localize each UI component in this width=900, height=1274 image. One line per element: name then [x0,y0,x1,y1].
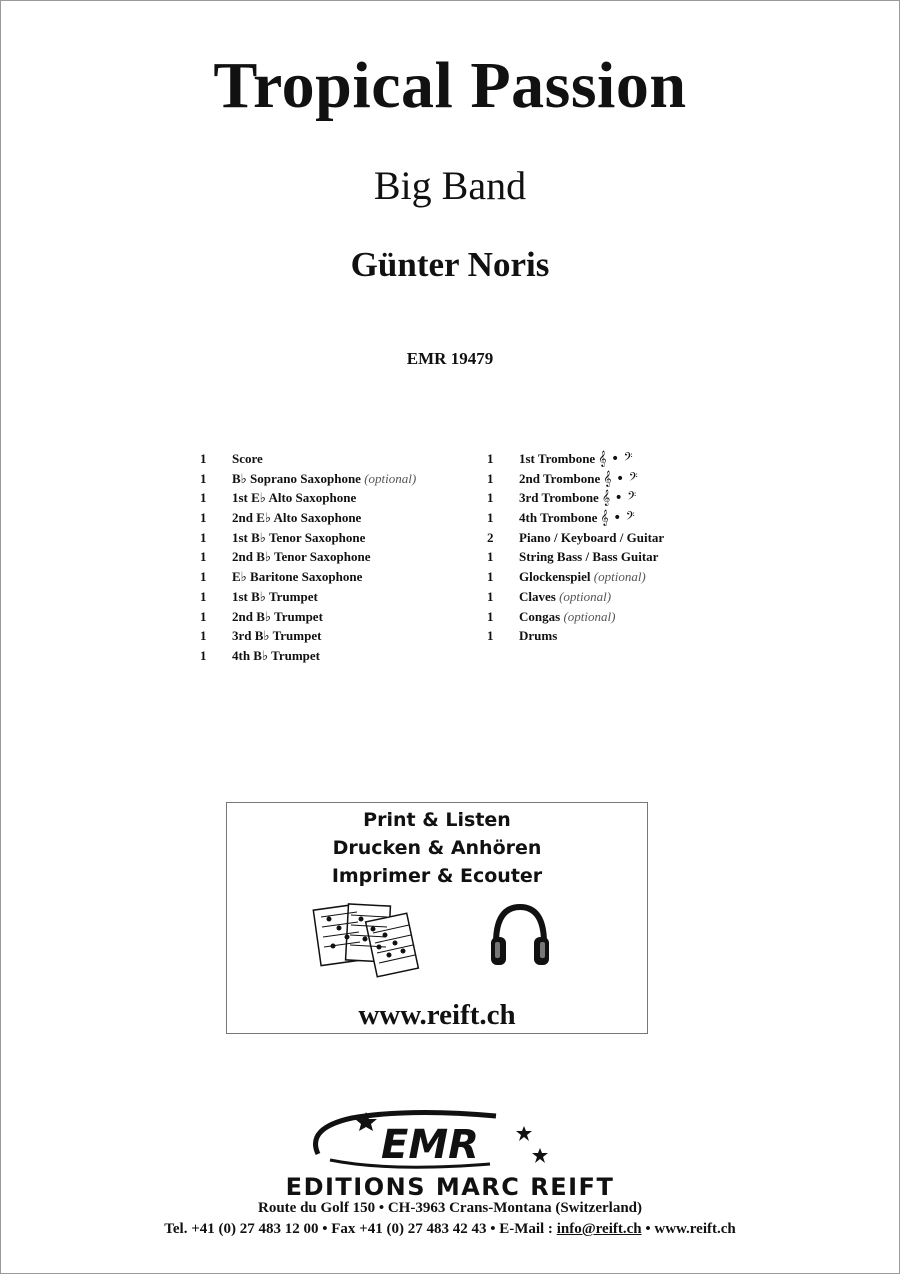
clef-symbols: 𝄞 • 𝄢 [603,470,638,487]
part-name-cell [519,569,646,585]
part-name: Glockenspiel [519,569,591,585]
part-quantity: 2 [487,529,494,545]
promo-line-english: Print & Listen [363,809,511,831]
part-quantity: 1 [200,451,207,466]
part-name: 2nd Trombone [519,470,601,486]
part-quantity: 1 [200,647,207,663]
part-name-cell [232,490,356,506]
part-quantity: 1 [487,608,494,624]
part-name-cell [519,628,557,644]
part-name: E♭ Baritone Saxophone [232,569,363,585]
part-name: B♭ Soprano Saxophone [232,470,361,486]
email-link[interactable]: info@reift.ch [556,1221,642,1237]
part-quantity: 1 [487,490,494,506]
part-name-cell [232,609,323,625]
part-quantity: 1 [200,628,207,644]
part-quantity: 1 [487,510,494,526]
composer-name: Günter Noris [350,245,550,284]
part-name: 2nd E♭ Alto Saxophone [232,510,362,526]
sheet-music-icon [311,901,421,983]
part-name: 1st E♭ Alto Saxophone [232,490,357,506]
part-name: Piano / Keyboard / Guitar [519,529,665,545]
promo-line-french: Imprimer & Ecouter [331,865,543,887]
optional-note: (optional) [559,588,612,604]
part-name: 4th Trombone [519,510,598,526]
optional-note: (optional) [563,608,616,624]
publisher-contact [0,1221,900,1238]
part-quantity: 1 [487,588,494,604]
clef-symbols: 𝄞 • 𝄢 [601,490,637,507]
part-name-cell [232,628,321,644]
part-name: 2nd B♭ Tenor Saxophone [232,549,371,565]
optional-note: (optional) [593,569,646,585]
publisher-name: EDITIONS MARC REIFT [285,1173,615,1201]
part-name: Score [232,451,263,466]
part-name: 1st B♭ Trumpet [232,588,318,604]
optional-note: (optional) [364,470,417,486]
part-name: Congas [519,608,561,624]
clef-symbols: 𝄞 • 𝄢 [600,510,635,527]
part-name-cell [519,589,611,605]
part-name: Drums [519,628,558,644]
part-name-cell [232,569,362,585]
part-name: 3rd Trombone [519,490,599,506]
ensemble-subtitle: Big Band [373,163,527,208]
publisher-address: Route du Golf 150 • CH-3963 Crans-Montana (Switzerland) [258,1200,642,1216]
part-name: String Bass / Bass Guitar [519,549,659,565]
part-name-cell [232,510,361,526]
part-quantity: 1 [487,628,494,644]
clef-symbols: 𝄞 • 𝄢 [598,451,633,467]
part-name: 4th B♭ Trumpet [232,647,320,663]
promo-website[interactable]: www.reift.ch [358,999,516,1031]
part-name: 3rd B♭ Trumpet [232,628,322,644]
headphones-icon [488,901,552,971]
promo-line-german: Drucken & Anhören [332,837,542,859]
part-quantity: 1 [200,510,207,526]
part-name-cell [232,549,370,565]
contact-phone-fax: Tel. +41 (0) 27 483 12 00 • Fax +41 (0) 27 483 42 43 • E-Mail : [164,1221,557,1237]
part-name-cell [519,471,638,487]
piece-title: Tropical Passion [213,49,687,122]
part-quantity: 1 [200,569,207,585]
part-name: 1st B♭ Tenor Saxophone [232,529,366,545]
contact-website[interactable]: • www.reift.ch [641,1221,736,1237]
emr-logo [300,1108,560,1172]
part-name-cell [519,530,664,546]
part-name-cell [519,609,615,625]
part-quantity: 1 [487,470,494,486]
part-name-cell [232,451,263,467]
part-name-cell [519,490,636,506]
part-quantity: 1 [200,588,207,604]
catalog-number: EMR 19479 [406,349,494,368]
part-name-cell [232,648,320,664]
print-listen-box [226,802,648,1034]
part-name-cell [519,451,633,467]
part-quantity: 1 [200,549,207,565]
part-name: 2nd B♭ Trumpet [232,608,323,624]
part-name-cell [232,530,365,546]
part-quantity: 1 [200,529,207,545]
part-quantity: 1 [200,608,207,624]
part-name-cell [519,549,658,565]
part-quantity: 1 [200,490,207,506]
part-name: 1st Trombone [519,451,596,466]
part-quantity: 1 [487,569,494,585]
part-quantity: 1 [487,549,494,565]
part-name-cell [519,510,635,526]
part-quantity: 1 [487,451,494,466]
part-name-cell [232,471,416,487]
emr-logo-text: EMR [381,1122,479,1168]
part-name-cell [232,589,318,605]
part-name: Claves [519,588,556,604]
part-quantity: 1 [200,470,207,486]
